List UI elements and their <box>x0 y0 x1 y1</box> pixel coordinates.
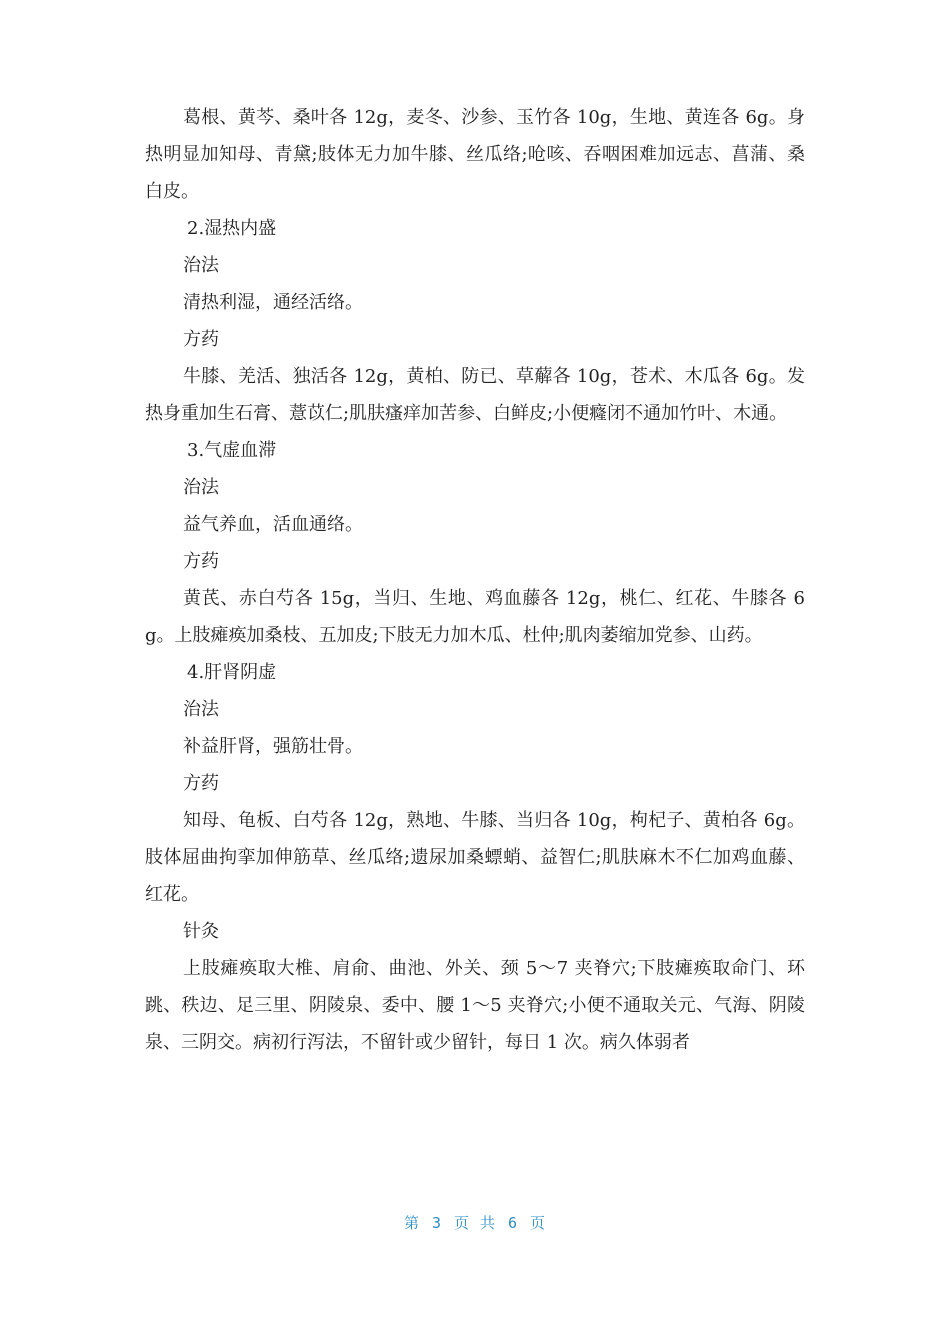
footer-suffix: 页 <box>530 1214 547 1232</box>
footer-middle: 页 共 <box>453 1214 497 1232</box>
paragraph: 补益肝肾，强筋壮骨。 <box>183 736 363 757</box>
footer-total-pages: 6 <box>508 1214 519 1232</box>
paragraph: 清热利湿，通经活络。 <box>183 292 363 313</box>
paragraph: 方药 <box>183 329 219 350</box>
paragraph: 治法 <box>183 477 219 498</box>
document-body <box>145 99 805 1061</box>
paragraph: 上肢瘫痪取大椎、肩俞、曲池、外关、颈 5～7 夹脊穴;下肢瘫痪取命门、环跳、秩边、足三里、阴陵泉、委中、腰 1～5 夹脊穴;小便不通取关元、气海、阴陵泉、三阴交。病初行泻法，不留针或少留针，每日 1 次。病久体弱者 <box>145 958 805 1053</box>
paragraph: 葛根、黄芩、桑叶各 12g，麦冬、沙参、玉竹各 10g，生地、黄连各 6g。身热明显加知母、青黛;肢体无力加牛膝、丝瓜络;呛咳、吞咽困难加远志、菖蒲、桑白皮。 <box>145 107 805 202</box>
page-footer <box>0 1212 950 1233</box>
paragraph: 牛膝、羌活、独活各 12g，黄柏、防已、草薢各 10g，苍术、木瓜各 6g。发热身重加生石膏、薏苡仁;肌肤瘙痒加苦参、白鲜皮;小便癃闭不通加竹叶、木通。 <box>145 366 805 424</box>
footer-prefix: 第 <box>403 1214 420 1232</box>
paragraph: 益气养血，活血通络。 <box>183 514 363 535</box>
footer-page-number: 3 <box>431 1214 442 1232</box>
paragraph: 治法 <box>183 255 219 276</box>
paragraph: 针灸 <box>183 921 219 942</box>
paragraph: 方药 <box>183 773 219 794</box>
paragraph: 黄芪、赤白芍各 15g，当归、生地、鸡血藤各 12g，桃仁、红花、牛膝各 6g。上肢瘫痪加桑枝、五加皮;下肢无力加木瓜、杜仲;肌肉萎缩加党参、山药。 <box>145 588 805 646</box>
paragraph: 方药 <box>183 551 219 572</box>
section-heading: 3.气虚血滞 <box>187 440 277 461</box>
paragraph: 知母、龟板、白芍各 12g，熟地、牛膝、当归各 10g，枸杞子、黄柏各 6g。肢体屈曲拘挛加伸筋草、丝瓜络;遗尿加桑螵蛸、益智仁;肌肤麻木不仁加鸡血藤、红花。 <box>145 810 805 905</box>
section-heading: 4.肝肾阴虚 <box>187 662 277 683</box>
paragraph: 治法 <box>183 699 219 720</box>
section-heading: 2.湿热内盛 <box>187 218 277 239</box>
